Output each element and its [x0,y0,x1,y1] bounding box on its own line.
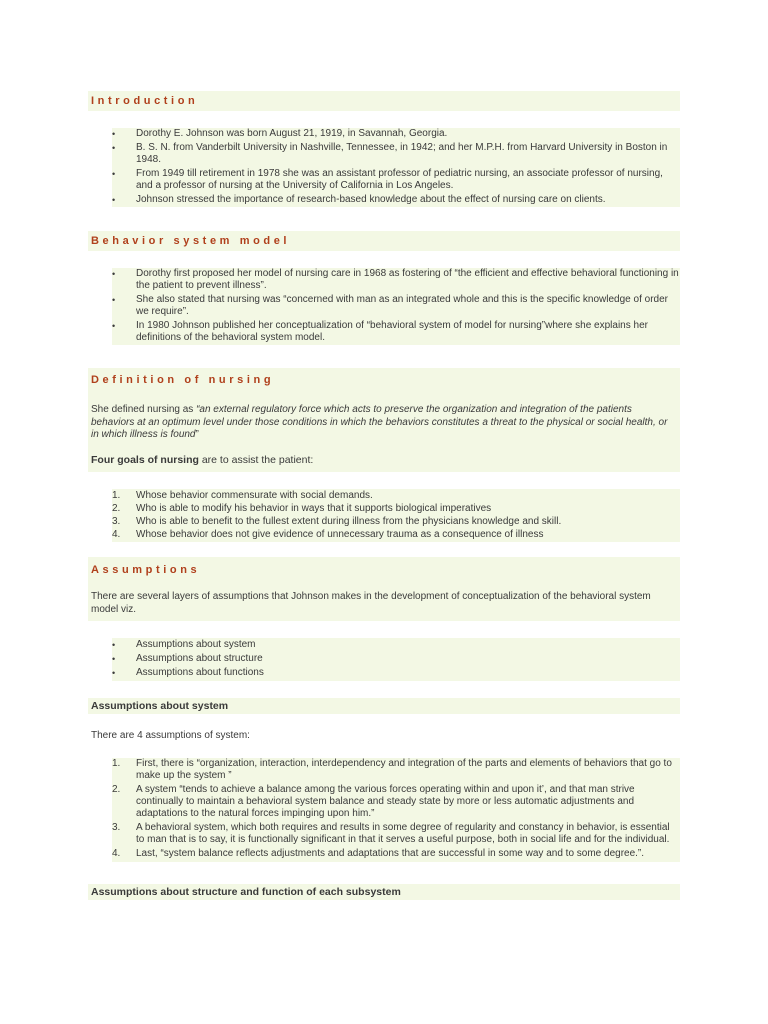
assumptions-section [88,557,680,621]
list-item: • Assumptions about functions [112,667,264,678]
bullet-icon: • [112,169,116,179]
list-item: 1. Whose behavior commensurate with social demands. [112,490,373,501]
assumptions-heading: Assumptions [91,564,201,576]
definition-paragraph: She defined nursing as “an external regulatory force which acts to preserve the organization and integration of the patients behaviors at an optimum level under those conditions in which the behaviors constitutes a threat to the physical or social health, or in which illness is found” [91,404,668,440]
bullet-icon: • [112,195,116,205]
bullet-icon: • [112,295,116,305]
list-item: 4. Last, “system balance reflects adjustments and adaptations that are successful in some way and to some degree.”. [112,848,645,859]
behavior-model-heading: Behavior system model [88,231,680,251]
bullet-icon: • [112,640,116,650]
system-assumptions-list [112,758,680,862]
bullet-icon: • [112,321,116,331]
introduction-heading: Introduction [88,91,680,111]
bullet-icon: • [112,269,116,279]
list-item: 2. A system “tends to achieve a balance among the various forces operating within and upon it’, and that man strive continually to maintain a behavioral system balance and steady state by more or less automatic adjustments and adaptations to the natural forces impinging upon him.” [112,784,635,819]
list-item: 3. A behavioral system, which both requires and results in some degree of regularity and constancy in behavior, is essential to man that is to say, it is functionally significant in that it serves a useful purpose, both in social life and for the individual. [112,822,670,845]
introduction-list [112,128,680,207]
list-item: 3. Who is able to benefit to the fullest extent during illness from the physicians knowledge and skill. [112,516,562,527]
list-item: • In 1980 Johnson published her conceptualization of “behavioral system of model for nursing”where she explains her definitions of the behavioral system model. [112,320,648,343]
definition-section [88,368,680,472]
behavior-model-list [112,268,680,345]
goals-list [112,489,680,542]
assumptions-intro: There are several layers of assumptions that Johnson makes in the development of conceptualization of the behavioral system model viz. [91,591,651,615]
system-assumptions-heading: Assumptions about system [88,698,680,714]
assumptions-list [112,638,680,681]
bullet-icon: • [112,654,116,664]
list-item: • Dorothy first proposed her model of nursing care in 1968 as fostering of “the efficient and effective behavioral functioning in the patient to prevent illness”. [112,268,679,291]
list-item: 2. Who is able to modify his behavior in ways that it supports biological imperatives [112,503,492,514]
list-item: 1. First, there is “organization, interaction, interdependency and integration of the parts and elements of behaviors that go to make up the system ” [112,758,672,781]
definition-heading: Definition of nursing [91,374,275,386]
list-item: • Johnson stressed the importance of research-based knowledge about the effect of nursing care on clients. [112,194,606,205]
bullet-icon: • [112,668,116,678]
list-item: • Assumptions about structure [112,653,263,664]
list-item: • B. S. N. from Vanderbilt University in Nashville, Tennessee, in 1942; and her M.P.H. from Harvard University in Boston in 1948. [112,142,668,165]
bullet-icon: • [112,143,116,153]
list-item: • From 1949 till retirement in 1978 she was an assistant professor of pediatric nursing, an associate professor of nursing, and a professor of nursing at the University of California in Los Angeles. [112,168,663,191]
bullet-icon: • [112,129,116,139]
list-item: • She also stated that nursing was “concerned with man as an integrated whole and this is the specific knowledge of order we require”. [112,294,668,317]
list-item: • Dorothy E. Johnson was born August 21, 1919, in Savannah, Georgia. [112,128,448,139]
system-assumptions-intro: There are 4 assumptions of system: [88,728,680,744]
list-item: 4. Whose behavior does not give evidence of unnecessary trauma as a consequence of illness [112,529,544,540]
goals-intro: Four goals of nursing are to assist the patient: [91,453,314,466]
list-item: • Assumptions about system [112,639,256,650]
structure-assumptions-heading: Assumptions about structure and function of each subsystem [88,884,680,900]
